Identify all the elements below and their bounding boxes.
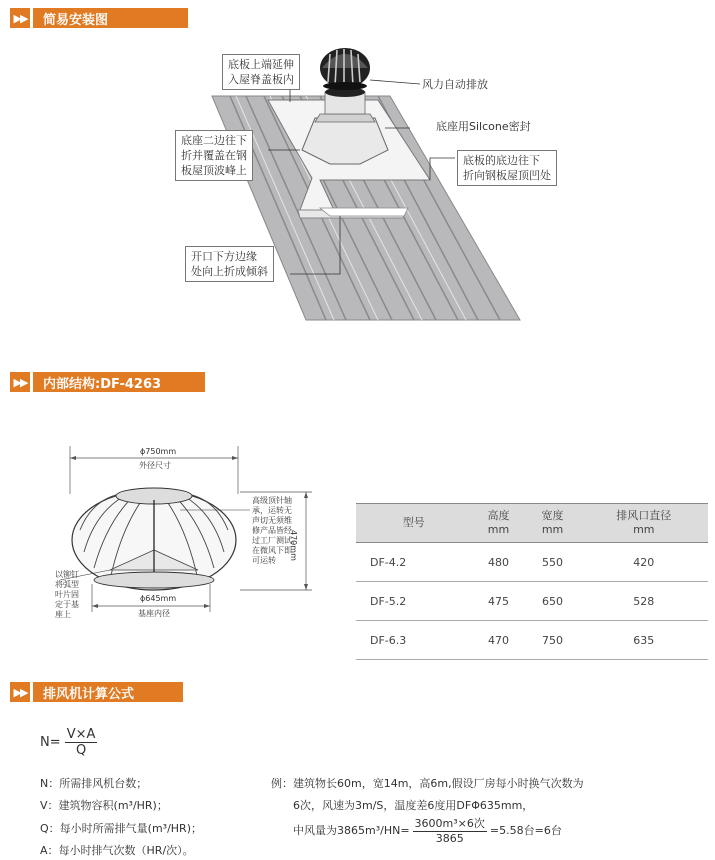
- table-row: DF-6.3 470 750 635: [356, 621, 708, 660]
- base-text: 基座内径: [138, 609, 170, 618]
- section-title: 简易安装图: [33, 8, 188, 28]
- turbine-head: [320, 48, 370, 90]
- label-side-fold: 底座二边往下 折并覆盖在钢 板屋顶波峰上: [175, 130, 253, 181]
- outer-text: 外径尺寸: [139, 461, 171, 470]
- installation-diagram: [0, 30, 715, 370]
- double-arrow-icon: ▶▶: [10, 372, 30, 392]
- example-line-3: 中风量为3865m³/HN= $\frac{\text{3600m³×6次}}{3865}$ =5.58台=6台: [293, 817, 562, 845]
- def-a: A：每小时排气次数（HR/次）。: [40, 844, 194, 857]
- spec-table: [356, 503, 708, 660]
- col-header: 型号: [356, 504, 471, 543]
- section-title: 排风机计算公式: [33, 682, 183, 702]
- section-header-install: [10, 8, 188, 28]
- label-top-base: 底板上端延伸 入屋脊盖板内: [222, 54, 300, 90]
- double-arrow-icon: ▶▶: [10, 682, 30, 702]
- base-diameter: ϕ645mm: [140, 594, 177, 603]
- label-opening: 开口下方边缘 处向上折成倾斜: [185, 246, 274, 282]
- def-q: Q：每小时所需排气量(m³/HR)；: [40, 822, 202, 835]
- height-dim: 470mm: [289, 530, 298, 561]
- section-header-formula: [10, 682, 183, 702]
- section-header-structure: [10, 372, 205, 392]
- table-header-row: [356, 504, 708, 543]
- table-row: DF-4.2 480 550 420: [356, 543, 708, 582]
- label-auto-exhaust: 风力自动排放: [422, 78, 488, 91]
- col-header: 排风口直径 mm: [580, 504, 708, 543]
- main-formula: N= $\frac{V\times A}{Q}$: [40, 727, 96, 758]
- example-line-2: 6次，风速为3m/S，温度差6度用DFΦ635mm，: [293, 799, 534, 812]
- col-header: 高度 mm: [471, 504, 525, 543]
- example-line-1: 例：建筑物长60m，宽14m，高6m,假设厂房每小时换气次数为: [271, 777, 584, 790]
- col-header: 宽度 mm: [526, 504, 580, 543]
- outer-diameter: ϕ750mm: [140, 447, 177, 456]
- rivet-note: 以铆钉 将弧型 叶片固 定于基 座上: [55, 570, 79, 619]
- def-n: N：所需排风机台数；: [40, 777, 148, 790]
- label-bottom-fold: 底板的底边往下 折向钢板屋顶凹处: [457, 150, 557, 186]
- def-v: V：建筑物容积(m³/HR)；: [40, 799, 168, 812]
- double-arrow-icon: ▶▶: [10, 8, 30, 28]
- opening: [320, 208, 408, 216]
- bearing-note: 高级顶针轴 承，运转无 声切无须维 修产品皆经 过工厂测试， 在微风下即 可运转: [252, 496, 300, 565]
- section-title: 内部结构:DF-4263: [33, 372, 205, 392]
- table-row: DF-5.2 475 650 528: [356, 582, 708, 621]
- label-silicone: 底座用Silcone密封: [436, 120, 531, 133]
